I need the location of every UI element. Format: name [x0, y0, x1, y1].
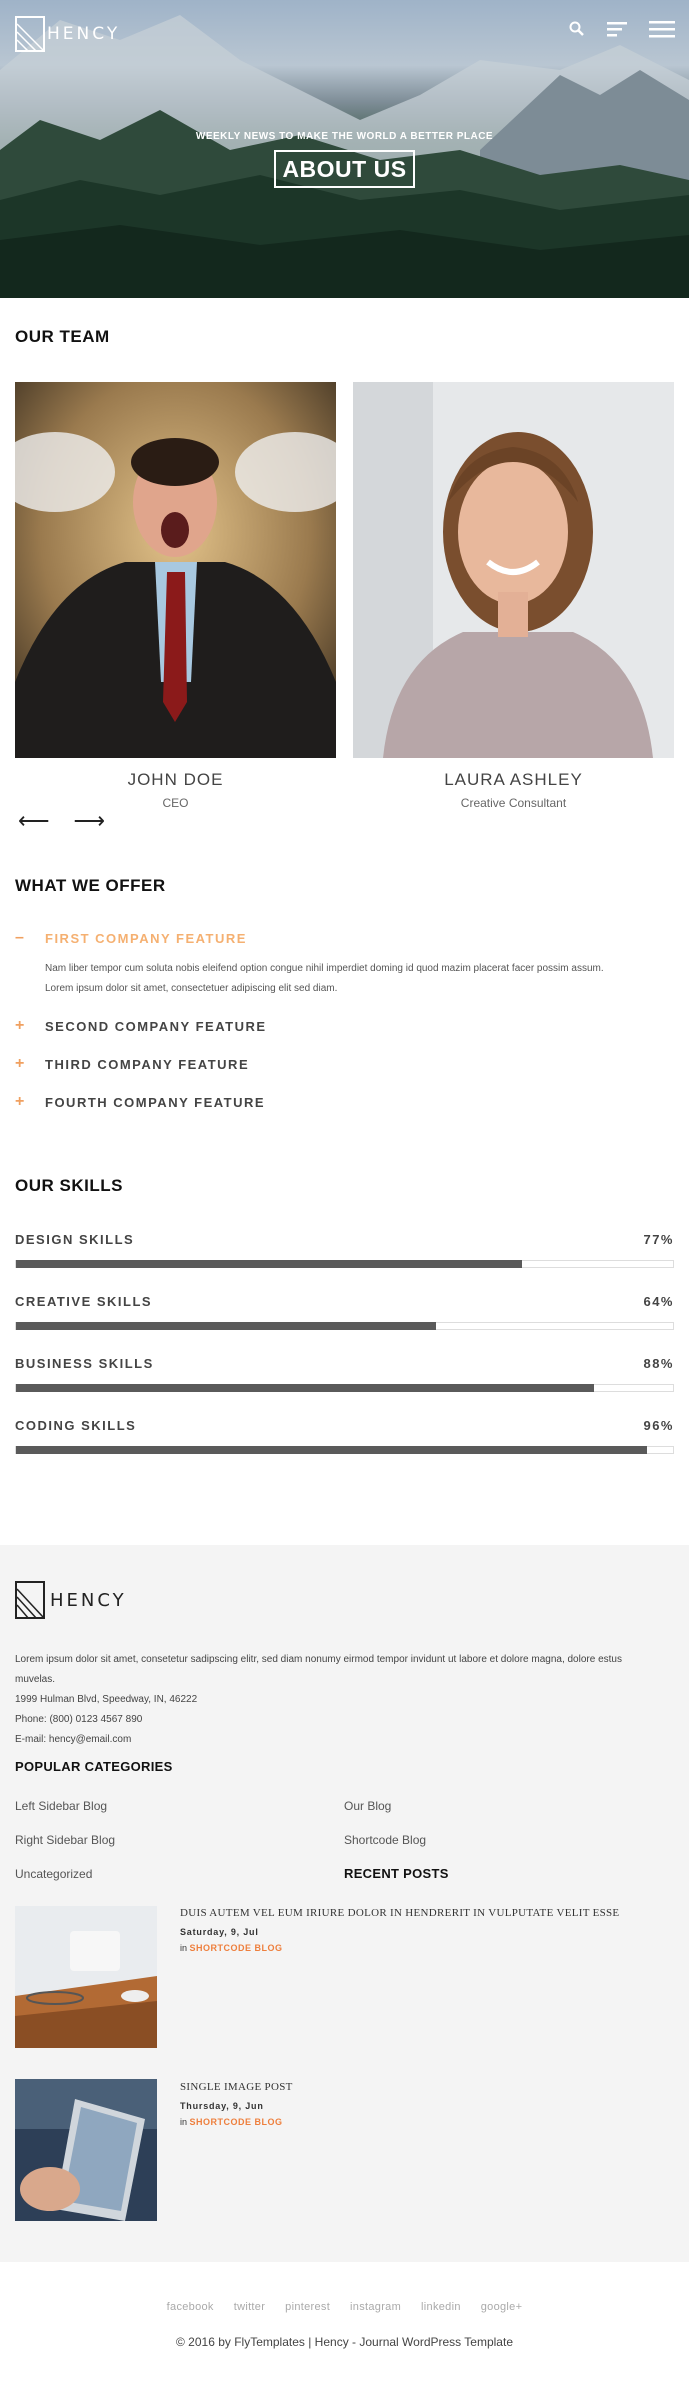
skill-percent: 64%	[643, 1294, 674, 1309]
expand-icon: +	[15, 1017, 25, 1034]
team-member-photo	[353, 382, 674, 758]
accordion-label: FIRST COMPANY FEATURE	[45, 930, 247, 946]
accordion-text: Nam liber tempor cum soluta nobis eleifend option congue nihil imperdiet doming id quod mazim placerat facer possim assum.	[45, 963, 604, 974]
skill-progress-fill	[16, 1260, 522, 1268]
arrow-left-icon[interactable]: ⟵	[18, 808, 50, 833]
social-link-pinterest[interactable]: pinterest	[285, 2301, 331, 2313]
logo-mark-icon	[15, 16, 45, 52]
accordion-header[interactable]	[15, 1055, 675, 1073]
skill-progress-bar	[15, 1446, 674, 1454]
footer-about-text: Lorem ipsum dolor sit amet, consetetur sadipscing elitr, sed diam nonumy eirmod tempor invidunt ut labore et dolore magna, dolore estus	[15, 1654, 622, 1665]
accordion-label: THIRD COMPANY FEATURE	[45, 1056, 250, 1072]
category-link[interactable]: Shortcode Blog	[344, 1833, 427, 1847]
team-member-role: CEO	[162, 796, 189, 810]
footer-phone: Phone: (800) 0123 4567 890	[15, 1714, 143, 1725]
collapse-icon: –	[15, 929, 24, 946]
search-icon[interactable]	[569, 21, 585, 42]
category-link[interactable]: Uncategorized	[15, 1867, 93, 1881]
post-category-link[interactable]: SHORTCODE BLOG	[189, 2117, 283, 2127]
footer-about	[15, 1650, 675, 1750]
team-member-card	[353, 382, 674, 810]
category-link[interactable]: Left Sidebar Blog	[15, 1799, 108, 1813]
accordion-header[interactable]	[15, 929, 675, 947]
social-link-instagram[interactable]: instagram	[350, 2301, 402, 2313]
footer-about-text: muvelas.	[15, 1674, 56, 1685]
logo-text: HENCY	[47, 24, 121, 44]
skill-progress-fill	[16, 1384, 594, 1392]
logo-text: HENCY	[50, 1589, 127, 1611]
team-member-name: JOHN DOE	[127, 770, 224, 789]
post-category-prefix: in	[180, 1943, 188, 1953]
team-member-card	[15, 382, 336, 810]
copyright-text: © 2016 by FlyTemplates | Hency - Journal WordPress Template	[176, 2335, 513, 2349]
categories-title: POPULAR CATEGORIES	[15, 1759, 173, 1774]
social-link-facebook[interactable]: facebook	[166, 2301, 214, 2313]
offer-section-title: WHAT WE OFFER	[15, 876, 166, 895]
accordion-item	[15, 929, 675, 999]
footer	[0, 1545, 689, 2262]
skills-section-title: OUR SKILLS	[15, 1176, 123, 1195]
menu-icon[interactable]	[649, 20, 675, 43]
team-member-name: LAURA ASHLEY	[444, 770, 583, 789]
expand-icon: +	[15, 1093, 25, 1110]
category-link[interactable]: Our Blog	[344, 1799, 392, 1813]
skill-item	[15, 1294, 674, 1330]
accordion-label: SECOND COMPANY FEATURE	[45, 1018, 267, 1034]
expand-icon: +	[15, 1055, 25, 1072]
skill-progress-bar	[15, 1260, 674, 1268]
recent-posts-title: RECENT POSTS	[344, 1866, 449, 1881]
team-member-photo	[15, 382, 336, 758]
skill-percent: 96%	[643, 1418, 674, 1433]
skill-label: DESIGN SKILLS	[15, 1232, 135, 1247]
arrow-right-icon[interactable]: ⟶	[73, 808, 106, 833]
skill-progress-bar	[15, 1384, 674, 1392]
hero-subtitle: WEEKLY NEWS TO MAKE THE WORLD A BETTER PLACE	[195, 131, 494, 142]
post-category-prefix: in	[180, 2117, 188, 2127]
accordion-header[interactable]	[15, 1093, 675, 1111]
accordion-text: Lorem ipsum dolor sit amet, consectetuer adipiscing elit sed diam.	[45, 983, 338, 994]
bottom-bar	[0, 2262, 689, 2395]
logo-mark-icon	[15, 1581, 45, 1619]
accordion-item	[15, 1055, 675, 1073]
footer-email: E-mail: hency@email.com	[15, 1734, 132, 1745]
site-logo[interactable]	[15, 16, 120, 52]
category-link[interactable]: Right Sidebar Blog	[15, 1833, 116, 1847]
skill-item	[15, 1418, 674, 1454]
accordion-body	[45, 959, 675, 999]
skill-progress-fill	[16, 1446, 647, 1454]
skill-item	[15, 1356, 674, 1392]
social-link-linkedin[interactable]: linkedin	[421, 2301, 461, 2313]
skill-percent: 88%	[643, 1356, 674, 1371]
footer-logo[interactable]	[15, 1581, 127, 1619]
post-title[interactable]: DUIS AUTEM VEL EUM IRIURE DOLOR IN HENDRERIT IN VULPUTATE VELIT ESSE	[180, 1907, 620, 1919]
skill-label: CODING SKILLS	[15, 1418, 137, 1433]
post-category	[180, 2117, 283, 2127]
team-member-role: Creative Consultant	[460, 796, 567, 810]
post-thumbnail[interactable]	[15, 2079, 157, 2221]
skill-progress-fill	[16, 1322, 436, 1330]
accordion-header[interactable]	[15, 1017, 675, 1035]
post-date: Saturday, 9, Jul	[180, 1927, 259, 1937]
footer-address: 1999 Hulman Blvd, Speedway, IN, 46222	[15, 1694, 198, 1705]
accordion-item	[15, 1093, 675, 1111]
sort-icon[interactable]	[607, 21, 627, 42]
post-category	[180, 1943, 283, 1953]
skill-label: CREATIVE SKILLS	[15, 1294, 153, 1309]
page-title: ABOUT US	[274, 150, 415, 188]
skill-percent: 77%	[643, 1232, 674, 1247]
post-date: Thursday, 9, Jun	[180, 2101, 264, 2111]
post-thumbnail[interactable]	[15, 1906, 157, 2048]
accordion-item	[15, 1017, 675, 1035]
accordion-label: FOURTH COMPANY FEATURE	[45, 1094, 266, 1110]
skill-item	[15, 1232, 674, 1268]
post-title[interactable]: SINGLE IMAGE POST	[180, 2081, 293, 2093]
skill-progress-bar	[15, 1322, 674, 1330]
skill-label: BUSINESS SKILLS	[15, 1356, 154, 1371]
team-section-title: OUR TEAM	[15, 327, 110, 346]
social-links	[0, 2301, 689, 2313]
hero-banner	[0, 0, 689, 298]
social-link-twitter[interactable]: twitter	[233, 2301, 266, 2313]
post-category-link[interactable]: SHORTCODE BLOG	[189, 1943, 283, 1953]
social-link-googleplus[interactable]: google+	[480, 2301, 523, 2313]
